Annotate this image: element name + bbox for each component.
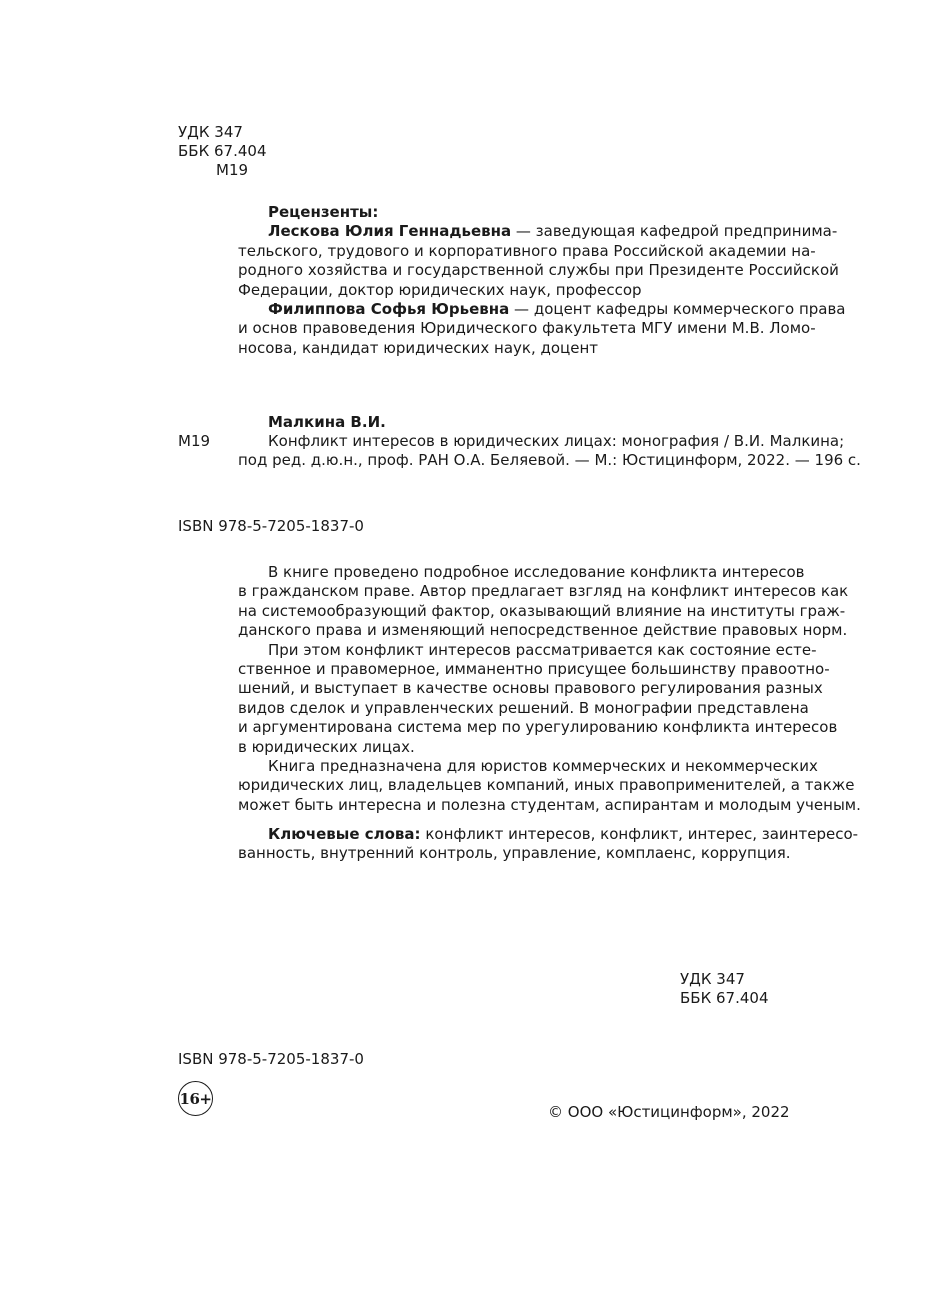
classification-header xyxy=(178,123,266,180)
reviewer-2-name: Филиппова Софья Юрьевна xyxy=(268,300,510,319)
abstract-p3-line: может быть интересна и полезна студентам, аспирантам и молодым ученым. xyxy=(238,795,861,814)
abstract-p2-line: При этом конфликт интересов рассматривается как состояние есте- xyxy=(268,640,817,659)
reviewer-1-line-1: Лескова Юлия Геннадьевна — заведующая кафедрой предпринима- xyxy=(268,222,838,241)
reviewers-block xyxy=(238,203,846,358)
abstract-p2-line: шений, и выступает в качестве основы правового регулирования разных xyxy=(238,679,823,698)
biblio-description xyxy=(268,432,845,451)
isbn-top: ISBN 978-5-7205-1837-0 xyxy=(178,517,364,535)
reviewer-2-line-3: носова, кандидат юридических наук, доцент xyxy=(238,338,599,357)
classification-footer xyxy=(680,970,768,1008)
biblio-line-2: под ред. д.ю.н., проф. РАН О.А. Беляевой. — М.: Юстицинформ, 2022. — 196 с. xyxy=(238,451,861,469)
reviewer-2-line-2: и основ правоведения Юридического факультета МГУ имени М.В. Ломо- xyxy=(238,319,816,338)
abstract-p2-line: в юридических лицах. xyxy=(238,737,415,756)
reviewers-title: Рецензенты: xyxy=(268,203,379,221)
abstract-p3-line: юридических лиц, владельцев компаний, иных правоприменителей, а также xyxy=(238,776,855,795)
reviewer-1-line-4: Федерации, доктор юридических наук, профессор xyxy=(238,280,642,299)
abstract-p1-line: В книге проведено подробное исследование конфликта интересов xyxy=(268,563,805,581)
abstract-p2-line: видов сделок и управленческих решений. В монографии представлена xyxy=(238,698,809,717)
reviewer-2-line-1: Филиппова Софья Юрьевна — доцент кафедры коммерческого права xyxy=(268,300,846,319)
abstract-p2-line: и аргументирована система мер по урегулированию конфликта интересов xyxy=(238,718,838,737)
keywords-label: Ключевые слова: xyxy=(268,825,421,843)
age-rating-badge xyxy=(178,1081,213,1116)
udk-code: УДК 347 xyxy=(178,123,243,141)
bbk-code: ББК 67.404 xyxy=(178,142,267,160)
keywords-line-2: ванность, внутренний контроль, управление, комплаенс, коррупция. xyxy=(238,844,791,863)
bbk-code-footer: ББК 67.404 xyxy=(680,989,769,1007)
abstract xyxy=(238,563,861,815)
abstract-p3-line: Книга предназначена для юристов коммерческих и некоммерческих xyxy=(268,757,818,776)
abstract-p1-line: данского права и изменяющий непосредственное действие правовых норм. xyxy=(238,621,848,640)
age-rating-label: 16+ xyxy=(179,1089,212,1108)
author-mark: М19 xyxy=(216,161,249,179)
isbn-bottom: ISBN 978-5-7205-1837-0 xyxy=(178,1050,364,1068)
copyright: © ООО «Юстицинформ», 2022 xyxy=(548,1103,790,1121)
biblio-mark: М19 xyxy=(178,432,211,450)
abstract-p2-line: ственное и правомерное, имманентно присущее большинству правоотно- xyxy=(238,660,830,679)
keywords-line-1: Ключевые слова: конфликт интересов, конфликт, интерес, заинтересо- xyxy=(268,825,859,843)
udk-code-footer: УДК 347 xyxy=(680,970,745,988)
reviewer-1-line-2: тельского, трудового и корпоративного права Российской академии на- xyxy=(238,241,816,260)
reviewer-1-line-3: родного хозяйства и государственной службы при Президенте Российской xyxy=(238,261,839,280)
biblio-author: Малкина В.И. xyxy=(268,413,386,431)
abstract-p1-line: на системообразующий фактор, оказывающий влияние на институты граж- xyxy=(238,601,846,620)
keywords xyxy=(238,825,859,864)
abstract-p1-line: в гражданском праве. Автор предлагает взгляд на конфликт интересов как xyxy=(238,582,849,601)
reviewer-1-name: Лескова Юлия Геннадьевна xyxy=(268,222,512,241)
biblio-line-1: Конфликт интересов в юридических лицах: монография / В.И. Малкина; xyxy=(268,432,845,450)
